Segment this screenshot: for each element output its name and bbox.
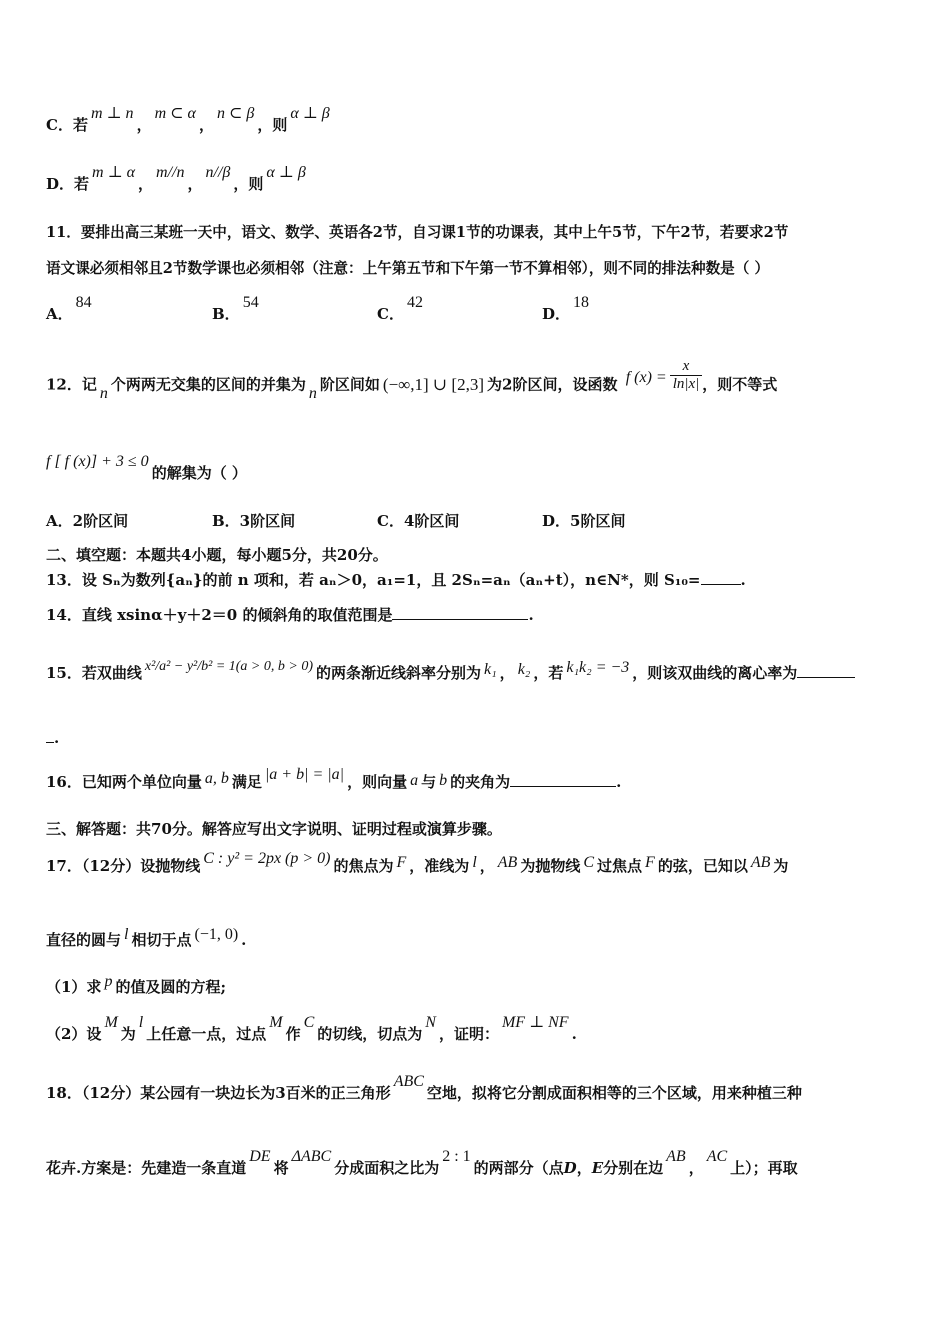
math-vector-condition: |a + b| = |a| [264,766,345,783]
q11-line1: 11．要排出高三某班一天中，语文、数学、英语各2节，自习课1节的功课表，其中上午5节，下午2节，若要求2节 [46,224,789,241]
q11-option-b: B．54 [212,294,259,323]
section-2-heading: 二、填空题：本题共4小题，每小题5分，共20分。 [46,546,388,564]
q11-option-c: C．42 [377,294,423,323]
q12-option-a: A．2阶区间 [46,512,129,530]
math-m-parallel-n: m//n [156,164,185,181]
q17-part2: （2）设M为l上任意一点，过点M作C的切线，切点为N，证明：MF ⊥ NF. [46,1014,577,1043]
math-alpha-perp-beta: α ⊥ β [266,164,306,181]
q15-end: . [46,728,59,747]
q12-option-d: D．5阶区间 [542,512,626,530]
q12-inequality: f [ f (x)] + 3 ≤ 0的解集为（ ） [46,453,247,482]
q12-option-b: B．3阶区间 [212,512,296,530]
q14: 14．直线 xsinα＋y＋2＝0 的倾斜角的取值范围是 . [46,606,534,624]
q10-option-d: D．若m ⊥ α，m//n，n//β，则α ⊥ β [46,164,306,193]
math-m-subset-alpha: m ⊂ α [154,105,196,122]
math-interval: (−∞,1] ∪ [2,3] [382,374,485,394]
q11-option-a: A．84 [46,294,92,323]
q17-stem: 17．（12分）设抛物线 C : y² = 2px (p > 0) 的焦点为 F ，准线为 l ， AB 为抛物线 C 过焦点 F 的弦，已知以 AB 为 [46,850,789,875]
section-3-heading: 三、解答题：共70分。解答应写出文字说明、证明过程或演算步骤。 [46,820,502,838]
q12-stem: 12．记 n 个两两无交集的区间的并集为 n 阶区间如 (−∞,1] ∪ [2,3] 为2阶区间，设函数 f (x) = $\frac{x}{\ln|x|}$ ，则不等式 [46,358,778,402]
math-m-perp-alpha: m ⊥ α [92,164,136,181]
q11-option-d: D．18 [542,294,590,323]
q16: 16．已知两个单位向量 a, b 满足 |a + b| = |a| ，则向量 a 与 b 的夹角为 . [46,766,622,791]
q18-line2: 花卉.方案是：先建造一条直道DE将ΔABC分成面积之比为2 : 1的两部分（点D，E分别在边AB，AC上）；再取 [46,1148,798,1177]
math-n-subset-beta: n ⊂ β [216,105,255,122]
math-fraction: $\frac{x}{\ln|x|}$ [670,358,703,393]
q15: 15．若双曲线 x²/a² − y²/b² = 1(a > 0, b > 0) 的两条渐近线斜率分别为 k₁ ， k₂ ，若 k₁k₂ = −3 ，则该双曲线的离心率为 [46,662,855,683]
q10-option-c: C．若m ⊥ n，m ⊂ α，n ⊂ β，则α ⊥ β [46,105,330,134]
q13: 13．设 Sₙ为数列{aₙ}的前 n 项和，若 aₙ＞0，a₁=1，且 2Sₙ=aₙ（aₙ+t），n∈N*，则 S₁₀= . [46,571,746,589]
q12-option-c: C．4阶区间 [377,512,460,530]
q18-line1: 18．（12分）某公园有一块边长为3百米的正三角形ABC空地，拟将它分割成面积相等的三个区域，用来种植三种 [46,1073,802,1102]
q11-line2: 语文课必须相邻且2节数学课也必须相邻（注意：上午第五节和下午第一节不算相邻），则不同的排法种数是（ ） [46,260,770,277]
math-hyperbola: x²/a² − y²/b² = 1(a > 0, b > 0) [144,659,313,674]
math-n-parallel-beta: n//β [205,164,231,181]
math-m-perp-n: m ⊥ n [90,105,134,122]
math-parabola: C : y² = 2px (p > 0) [203,850,331,867]
math-alpha-perp-beta: α ⊥ β [290,105,330,122]
q17-part1: （1）求 p 的值及圆的方程; [46,973,226,996]
q17-line2: 直径的圆与 l 相切于点 (−1, 0) . [46,926,247,949]
